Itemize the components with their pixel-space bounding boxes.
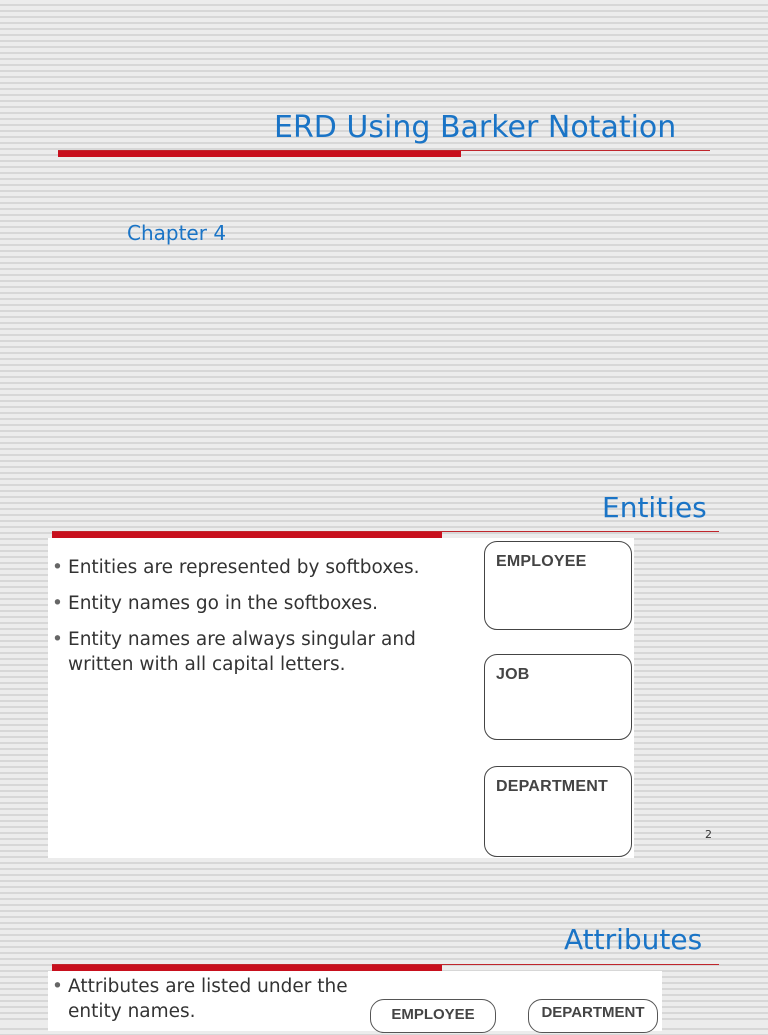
slide2-bullet-1: • Entities are represented by softboxes.	[48, 555, 448, 580]
entity-name-job: JOB	[496, 666, 530, 683]
slide3-bullet-1: • Attributes are listed under the entity names.	[48, 974, 348, 1024]
slide3-content-panel	[48, 971, 662, 1031]
slide2-content-panel	[48, 538, 634, 858]
entity-softbox-job	[484, 654, 632, 740]
slide2-bullet-2: • Entity names go in the softboxes.	[48, 591, 448, 616]
entity-pill-employee: EMPLOYEE	[370, 999, 496, 1033]
slide1-title: ERD Using Barker Notation	[274, 110, 677, 145]
slide1-subtitle: Chapter 4	[127, 221, 227, 245]
slide3-bullet-list	[48, 974, 348, 1035]
slide2-bullet-list	[48, 555, 448, 688]
slide2-page-number: 2	[705, 828, 712, 841]
entity-pill-department: DEPARTMENT	[528, 999, 658, 1033]
entity-softbox-employee	[484, 541, 632, 630]
entity-name-department: DEPARTMENT	[496, 778, 608, 795]
slide2-bullet-3: • Entity names are always singular and written with all capital letters.	[48, 627, 448, 677]
entity-name-employee: EMPLOYEE	[496, 553, 587, 570]
entity-softbox-department	[484, 766, 632, 857]
slide3-title: Attributes	[564, 923, 703, 956]
slide2-title: Entities	[602, 491, 707, 524]
slide1-title-rule-thick	[58, 151, 461, 157]
